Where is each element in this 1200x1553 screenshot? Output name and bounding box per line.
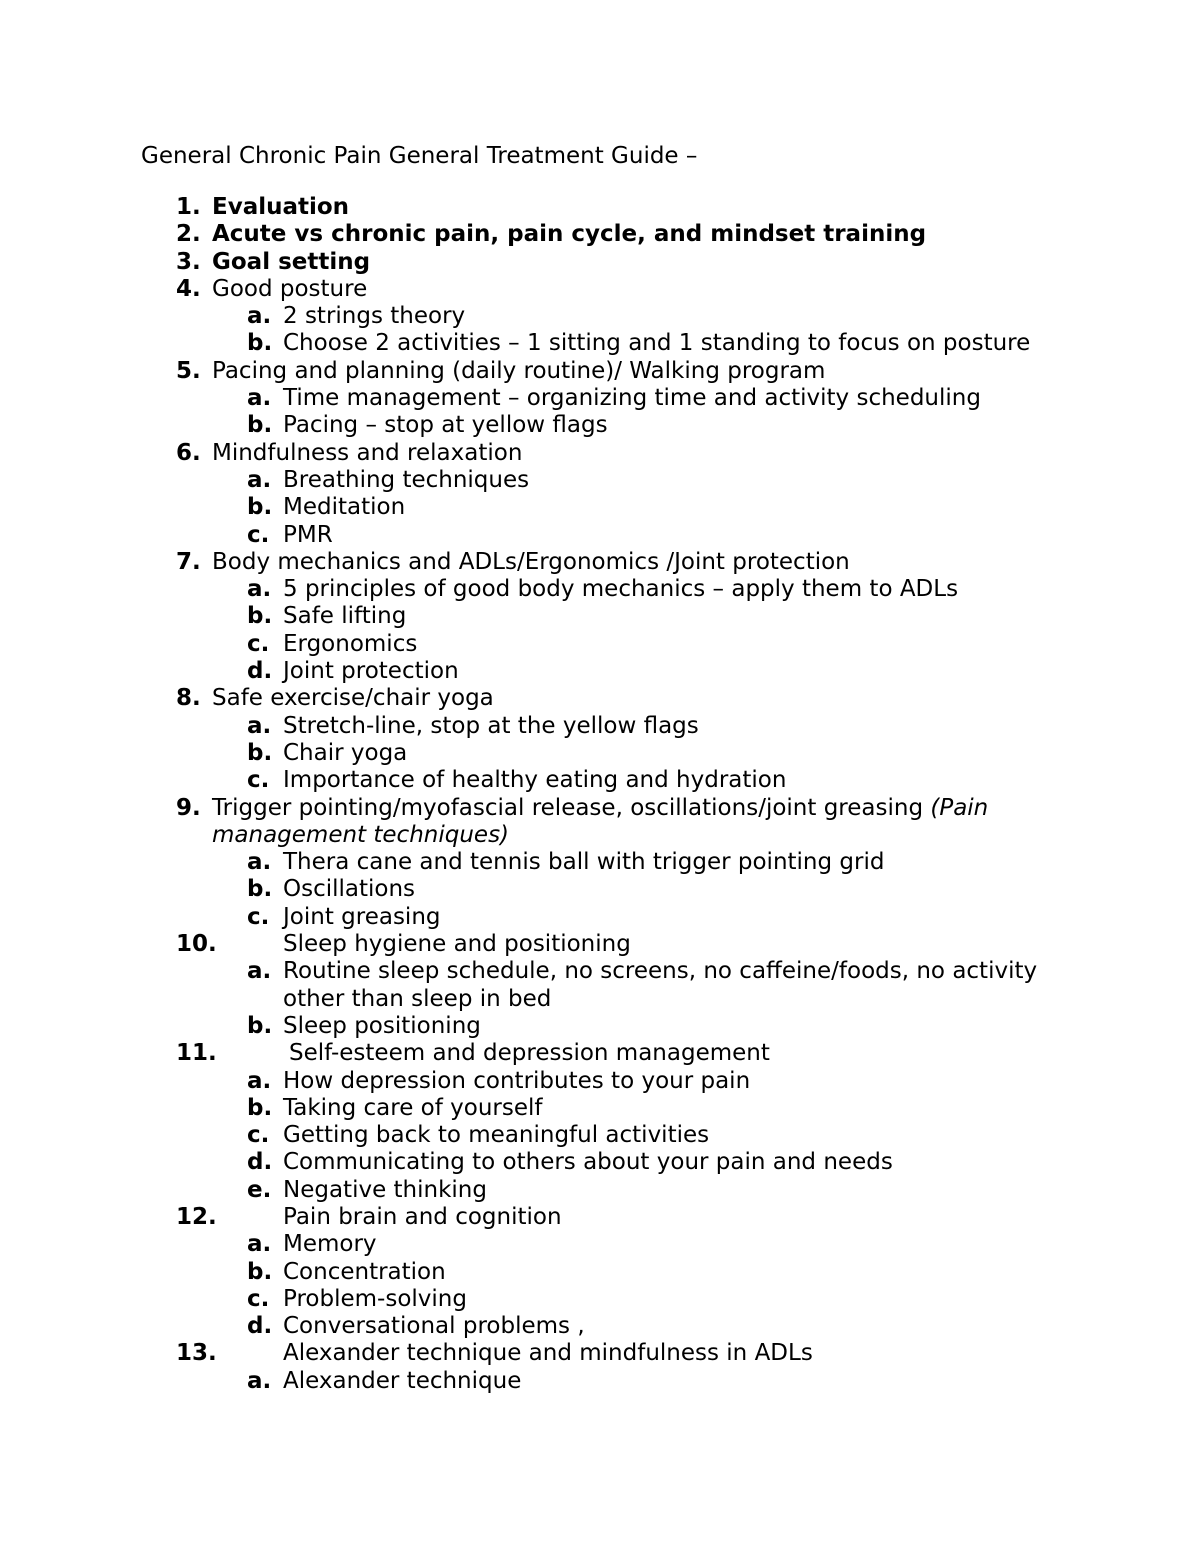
item-text: Alexander technique and mindfulness in ADLs xyxy=(283,1340,813,1367)
item-number: 7. xyxy=(176,548,201,575)
sub-item xyxy=(0,385,1200,412)
sub-item-letter: d. xyxy=(247,1313,273,1340)
item-number: 3. xyxy=(176,248,201,275)
sub-item xyxy=(0,330,1200,357)
sub-item xyxy=(0,876,1200,903)
sub-item-letter: a. xyxy=(247,303,272,330)
sub-item-letter: d. xyxy=(247,1149,273,1176)
list-item xyxy=(0,549,1200,576)
item-text: Mindfulness and relaxation xyxy=(212,439,523,466)
sub-item xyxy=(0,303,1200,330)
item-number: 11. xyxy=(176,1040,217,1067)
sub-item xyxy=(0,576,1200,603)
item-number: 13. xyxy=(176,1340,217,1367)
sub-item-text: Stretch-line, stop at the yellow flags xyxy=(283,712,699,739)
sub-item-letter: b. xyxy=(247,603,273,630)
list-item xyxy=(0,249,1200,276)
sub-item-letter: b. xyxy=(247,1258,273,1285)
sub-item xyxy=(0,1013,1200,1040)
item-text: Good posture xyxy=(212,275,368,302)
item-text-italic: (Pain xyxy=(930,794,989,821)
sub-item-text: Conversational problems , xyxy=(283,1313,585,1340)
sub-item-letter: a. xyxy=(247,958,272,985)
sub-item-letter: e. xyxy=(247,1176,272,1203)
sub-item-text: Joint protection xyxy=(283,658,459,685)
sub-item-letter: c. xyxy=(247,1122,270,1149)
sub-item-text: Sleep positioning xyxy=(283,1012,481,1039)
sub-item-letter: a. xyxy=(247,712,272,739)
sub-item-text: Choose 2 activities – 1 sitting and 1 standing to focus on posture xyxy=(283,330,1031,357)
sub-item xyxy=(0,713,1200,740)
list-item xyxy=(0,1340,1200,1367)
sub-item-text: Importance of healthy eating and hydration xyxy=(283,767,787,794)
sub-item xyxy=(0,1286,1200,1313)
sub-item-letter: c. xyxy=(247,521,270,548)
sub-item xyxy=(0,1231,1200,1258)
item-number: 12. xyxy=(176,1203,217,1230)
sub-item-letter: b. xyxy=(247,739,273,766)
item-number: 8. xyxy=(176,685,201,712)
sub-item-text-continued: other than sleep in bed xyxy=(283,985,552,1012)
item-text: Self-esteem and depression management xyxy=(289,1040,770,1067)
sub-item-letter: c. xyxy=(247,767,270,794)
sub-item-letter: c. xyxy=(247,903,270,930)
sub-item xyxy=(0,1259,1200,1286)
sub-item-letter: b. xyxy=(247,1012,273,1039)
sub-item xyxy=(0,740,1200,767)
item-number: 5. xyxy=(176,357,201,384)
sub-item-text: Ergonomics xyxy=(283,630,418,657)
item-number: 6. xyxy=(176,439,201,466)
list-item xyxy=(0,1040,1200,1067)
sub-item-text: Concentration xyxy=(283,1258,446,1285)
sub-item-letter: b. xyxy=(247,876,273,903)
item-text: Safe exercise/chair yoga xyxy=(212,685,494,712)
item-text-italic-continued: management techniques) xyxy=(212,821,510,848)
sub-item-letter: c. xyxy=(247,1285,270,1312)
sub-item-text: Oscillations xyxy=(283,876,416,903)
sub-item xyxy=(0,1313,1200,1340)
sub-item xyxy=(0,603,1200,630)
sub-item-text: Alexander technique xyxy=(283,1367,522,1394)
sub-item-text: Taking care of yourself xyxy=(283,1094,543,1121)
list-item xyxy=(0,795,1200,850)
item-number: 1. xyxy=(176,194,201,220)
sub-item-text: Time management – organizing time and activity scheduling xyxy=(283,385,981,412)
sub-item-text-block xyxy=(283,958,1037,1013)
sub-item xyxy=(0,658,1200,685)
list-item xyxy=(0,221,1200,248)
sub-item-text: Routine sleep schedule, no screens, no caffeine/foods, no activity xyxy=(283,958,1038,985)
list-item xyxy=(0,1204,1200,1231)
sub-item xyxy=(0,1368,1200,1395)
item-text: Pain brain and cognition xyxy=(283,1203,562,1230)
sub-item xyxy=(0,958,1200,1013)
list-item xyxy=(0,440,1200,467)
item-number: 10. xyxy=(176,931,217,958)
sub-item xyxy=(0,1177,1200,1204)
sub-item-letter: d. xyxy=(247,658,273,685)
document-title: General Chronic Pain General Treatment Guide – xyxy=(141,143,698,169)
item-text: Pacing and planning (daily routine)/ Walking program xyxy=(212,357,826,384)
sub-item-letter: a. xyxy=(247,1231,272,1258)
sub-item xyxy=(0,849,1200,876)
sub-item xyxy=(0,1149,1200,1176)
sub-item-letter: a. xyxy=(247,849,272,876)
sub-item xyxy=(0,1068,1200,1095)
sub-item-letter: a. xyxy=(247,1367,272,1394)
sub-item-letter: a. xyxy=(247,385,272,412)
sub-item-text: Joint greasing xyxy=(283,903,441,930)
item-text: Trigger pointing/myofascial release, oscillations/joint greasing xyxy=(212,794,924,821)
sub-item-letter: b. xyxy=(247,1094,273,1121)
list-item xyxy=(0,685,1200,712)
sub-item-text: Breathing techniques xyxy=(283,466,530,493)
item-number: 4. xyxy=(176,275,201,302)
item-text: Goal setting xyxy=(212,248,371,275)
sub-item-text: Memory xyxy=(283,1231,377,1258)
sub-item xyxy=(0,767,1200,794)
list-item xyxy=(0,931,1200,958)
sub-item-text: Negative thinking xyxy=(283,1176,487,1203)
list-item xyxy=(0,276,1200,303)
item-number: 2. xyxy=(176,221,201,248)
item-text: Acute vs chronic pain, pain cycle, and mindset training xyxy=(212,221,927,248)
sub-item-text: Communicating to others about your pain and needs xyxy=(283,1149,893,1176)
item-text: Evaluation xyxy=(212,194,350,220)
item-text-block xyxy=(212,795,988,850)
item-text: Sleep hygiene and positioning xyxy=(283,931,631,958)
sub-item-letter: c. xyxy=(247,630,270,657)
sub-item-letter: a. xyxy=(247,576,272,603)
sub-item-text: Problem-solving xyxy=(283,1285,467,1312)
sub-item xyxy=(0,631,1200,658)
sub-item-text: How depression contributes to your pain xyxy=(283,1067,751,1094)
sub-item-text: PMR xyxy=(283,521,333,548)
sub-item-letter: b. xyxy=(247,494,273,521)
sub-item-text: Thera cane and tennis ball with trigger pointing grid xyxy=(283,849,885,876)
sub-item xyxy=(0,412,1200,439)
sub-item-text: Getting back to meaningful activities xyxy=(283,1122,710,1149)
sub-item xyxy=(0,1122,1200,1149)
sub-item-text: 2 strings theory xyxy=(283,303,466,330)
item-text: Body mechanics and ADLs/Ergonomics /Joint protection xyxy=(212,548,850,575)
list-item xyxy=(0,358,1200,385)
sub-item-letter: a. xyxy=(247,1067,272,1094)
sub-item-text: Meditation xyxy=(283,494,406,521)
sub-item-text: Chair yoga xyxy=(283,739,408,766)
sub-item xyxy=(0,494,1200,521)
sub-item xyxy=(0,904,1200,931)
sub-item xyxy=(0,1095,1200,1122)
sub-item-text: Safe lifting xyxy=(283,603,407,630)
treatment-outline xyxy=(0,194,1200,1395)
sub-item-text: Pacing – stop at yellow flags xyxy=(283,412,608,439)
item-number: 9. xyxy=(176,794,201,821)
sub-item-text: 5 principles of good body mechanics – apply them to ADLs xyxy=(283,576,959,603)
sub-item-letter: a. xyxy=(247,466,272,493)
sub-item xyxy=(0,467,1200,494)
sub-item xyxy=(0,522,1200,549)
sub-item-letter: b. xyxy=(247,330,273,357)
sub-item-letter: b. xyxy=(247,412,273,439)
list-item xyxy=(0,194,1200,221)
